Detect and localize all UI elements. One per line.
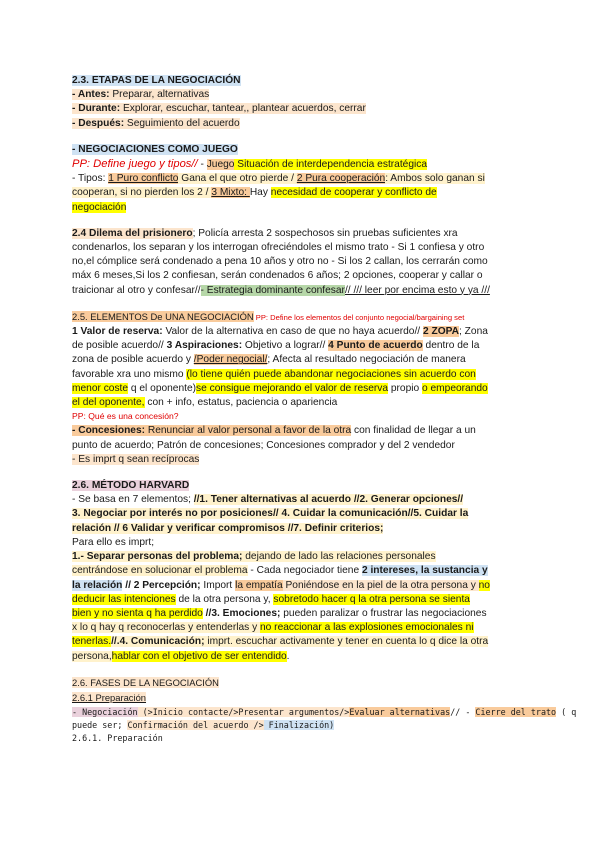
harvard-line-5: 1.- Separar personas del problema; dejando de lado las relaciones personales [72,551,436,563]
elementos-line-1: 1 Valor de reserva: Valor de la alternativa en caso de que no haya acuerdo// 2 ZOPA; Zona [72,326,488,338]
concesiones-line-3: - Es imprt q sean recíprocas [72,453,200,465]
antes-line: - Antes: Preparar, alternativas [72,89,210,101]
fases-subtitle: 2.6.1 Preparación [72,691,147,703]
harvard-line-4: Para ello es imprt; [72,536,155,548]
dilema-line-3: no,el cómplice será condenado a pena 10 años y otro no - Si los 2 callan, los cerrarán como [72,256,488,268]
dilema-line-2: condenarlos, los separan y los interrogan ofreciéndoles el mismo trato - Si 1 confiesa y otro [72,242,485,254]
harvard-line-10: x lo q hay q reconocerlas y entenderlas y no reaccionar a las explosiones emocionales ni [72,622,474,634]
dilema-line-4: máx 6 meses,Si los 2 confiesan, serán condenados 6 años; 2 opciones, cooperar y callar o [72,270,483,282]
elementos-line-3: zona de posible acuerdo y /Poder negocial/; Afecta al resultado negociación de manera [72,354,466,366]
fases-line-3: 2.6.1. Preparación [72,733,163,744]
harvard-line-11: tenerlas.//.4. Comunicación; imprt. escuchar activamente y tener en cuenta lo q dice la otra [72,636,489,648]
juego-def-line: PP: Define juego y tipos// - Juego Situación de interdependencia estratégica [72,158,428,171]
fases-line-2: puede ser; Confirmación del acuerdo /> Finalización) [72,720,335,731]
despues-line: - Después: Seguimiento del acuerdo [72,117,240,129]
elementos-title-line: 2.5. ELEMENTOS De UNA NEGOCIACIÓN PP: Define los elementos del conjunto negocial/bargaining set [72,310,465,322]
concesiones-line-1: - Concesiones: Renunciar al valor personal a favor de la otra con finalidad de llegar a un [72,425,476,437]
harvard-line-2: 3. Negociar por interés no por posiciones// 4. Cuidar la comunicación//5. Cuidar la [72,508,469,520]
juego-title: - NEGOCIACIONES COMO JUEGO [72,143,238,155]
durante-line: - Durante: Explorar, escuchar, tantear,, plantear acuerdos, cerrar [72,103,366,115]
dilema-line-1: 2.4 Dilema del prisionero; Policía arresta 2 sospechosos sin pruebas suficientes xra [72,227,458,239]
elementos-line-5: menor coste q el oponente)se consigue mejorando el valor de reserva propio o empeorando [72,382,488,394]
fases-line-1: - Negociación (>Inicio contacte/>Presentar argumentos/>Evaluar alternativas// - Cierre del trato ( q [72,707,577,718]
harvard-line-7: la relación // 2 Percepción; Import la empatía Poniéndose en la piel de la otra persona y no [72,579,490,591]
elementos-line-4: favorable xra uno mismo (lo tiene quién puede abandonar negociaciones sin acuerdo con [72,368,476,380]
harvard-line-12: persona,hablar con el objetivo de ser entendido. [72,650,290,662]
document-page [72,74,577,745]
tipos-line-2: cooperan, si no pierden los 2 / 3 Mixto: Hay necesidad de cooperar y conflicto de [72,187,437,199]
dilema-line-5: traicionar al otro y confesar//- Estrategia dominante confesar// /// leer por encima esto y ya /// [72,284,490,296]
section-23-title: 2.3. ETAPAS DE LA NEGOCIACIÓN [72,75,241,86]
tipos-line-3: negociación [72,201,127,213]
fases-title: 2.6. FASES DE LA NEGOCIACIÓN [72,676,219,688]
harvard-line-3: relación // 6 Validar y verificar compromisos //7. Definir criterios; [72,522,384,534]
harvard-line-1: - Se basa en 7 elementos; //1. Tener alternativas al acuerdo //2. Generar opciones// [72,494,464,506]
elementos-line-6: el del oponente, con + info, estatus, paciencia o apariencia [72,397,338,409]
tipos-line-1: - Tipos: 1 Puro conflicto Gana el que otro pierde / 2 Pura cooperación: Ambos solo ganan si [72,173,485,185]
harvard-line-9: bien y no sienta q ha perdido //3. Emociones; pueden paralizar o frustrar las negociaciones [72,607,487,619]
harvard-line-8: deducir las intenciones de la otra persona y, sobretodo hacer q la otra persona se sienta [72,593,470,605]
harvard-line-6: centrándose en solucionar el problema - Cada negociador tiene 2 intereses, la sustancia y [72,565,488,577]
concesion-pp: PP: Qué es una concesión? [72,411,179,422]
elementos-line-2: de posible acuerdo// 3 Aspiraciones: Objetivo a lograr// 4 Punto de acuerdo dentro de la [72,340,480,352]
concesiones-line-2: punto de acuerdo; Patrón de concesiones; Concesiones comprador y del 2 vendedor [72,439,455,451]
harvard-title: 2.6. MÉTODO HARVARD [72,480,190,492]
